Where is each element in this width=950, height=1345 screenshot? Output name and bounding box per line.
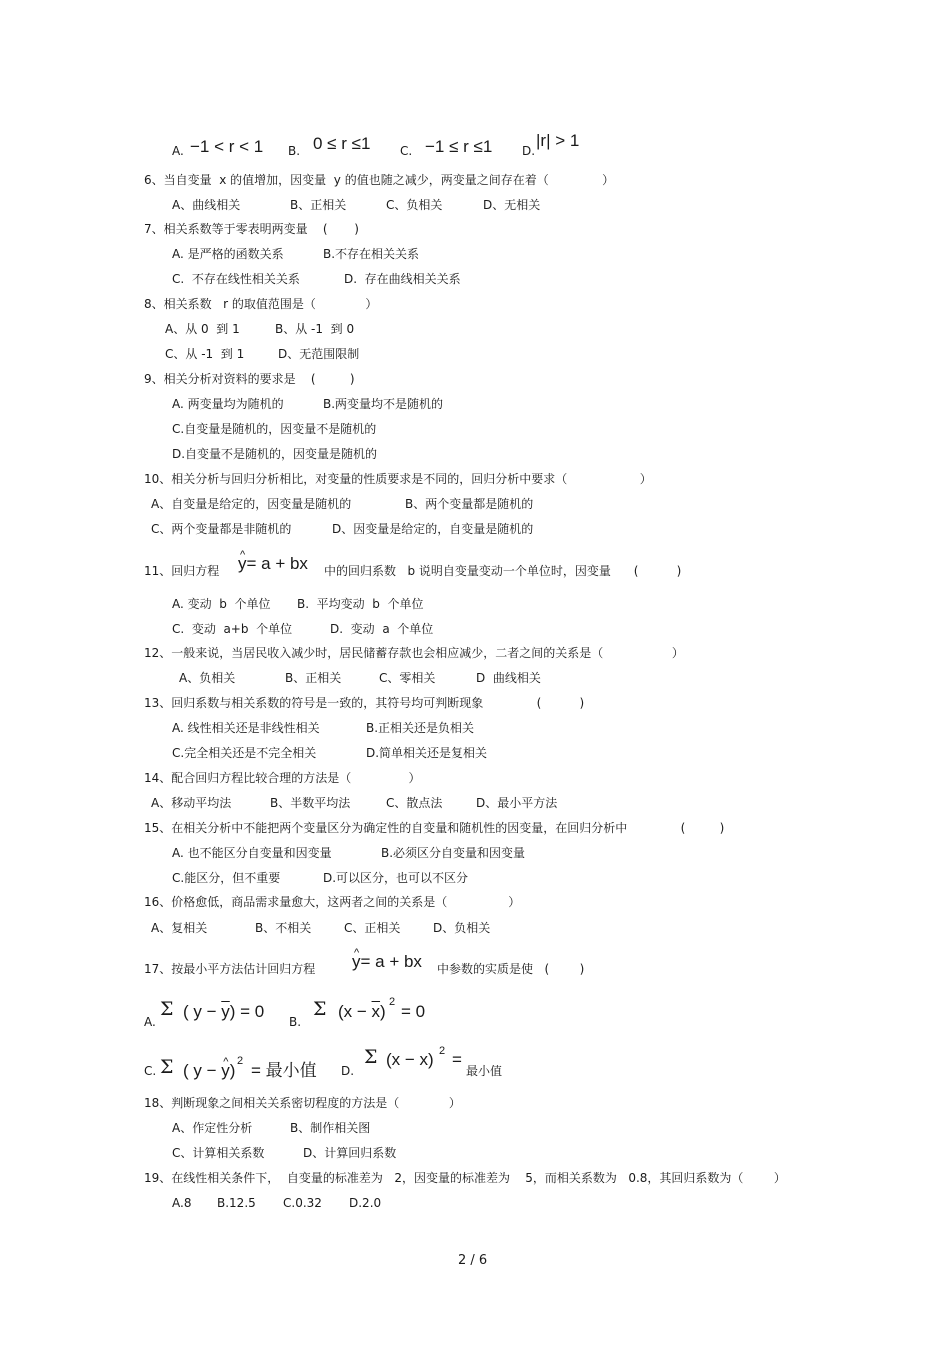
q16-option-b: B、不相关 bbox=[255, 921, 312, 935]
q15-option-b: B.必须区分自变量和因变量 bbox=[381, 846, 526, 860]
q12-stem: 12、一般来说，当居民收入减少时，居民储蓄存款也会相应减少，二者之间的关系是（ ） bbox=[144, 646, 684, 660]
q17-option-d-formula: (x − x) bbox=[386, 1050, 434, 1069]
q17-option-b-square: 2 bbox=[389, 996, 396, 1008]
q11-regression-equation bbox=[238, 554, 308, 574]
q9-option-b: B.两变量均不是随机的 bbox=[323, 397, 444, 411]
q17-option-b-result: = 0 bbox=[401, 1002, 426, 1021]
q7-option-b: B.不存在相关关系 bbox=[323, 247, 420, 261]
q7-option-c: C. 不存在线性相关关系 bbox=[172, 272, 300, 286]
page-number: 2 / 6 bbox=[458, 1253, 488, 1268]
q10-option-c: C、两个变量都是非随机的 bbox=[151, 522, 292, 536]
q11-option-d: D. 变动 a 个单位 bbox=[330, 622, 434, 636]
q11-equation-rhs: = a + bx bbox=[246, 554, 308, 573]
q12-option-a: A、负相关 bbox=[179, 671, 236, 685]
q17-option-c-sigma: Σ bbox=[160, 1056, 174, 1078]
q18-option-c: C、计算相关系数 bbox=[172, 1146, 265, 1160]
q6-option-c: C、负相关 bbox=[386, 198, 443, 212]
q15-option-d: D.可以区分，也可以不区分 bbox=[323, 871, 469, 885]
q17-equation-rhs: = a + bx bbox=[360, 952, 422, 971]
q9-stem: 9、相关分析对资料的要求是 ( ) bbox=[144, 372, 355, 386]
q14-option-d: D、最小平方法 bbox=[476, 796, 558, 810]
q8-option-d: D、无范围限制 bbox=[278, 347, 360, 361]
q17-stem-start: 17、按最小平方法估计回归方程 bbox=[144, 962, 316, 976]
q10-stem: 10、相关分析与回归分析相比，对变量的性质要求是不同的，回归分析中要求（ ） bbox=[144, 472, 652, 486]
q19-option-d: D.2.0 bbox=[349, 1196, 382, 1210]
q17-option-d-square: 2 bbox=[439, 1045, 446, 1057]
q17-option-c-result: = 最小值 bbox=[251, 1061, 317, 1080]
q6-option-d: D、无相关 bbox=[483, 198, 541, 212]
q11-option-a: A. 变动 b 个单位 bbox=[172, 597, 271, 611]
q13-option-a: A. 线性相关还是非线性相关 bbox=[172, 721, 320, 735]
q15-stem: 15、在相关分析中不能把两个变量区分为确定性的自变量和随机性的因变量，在回归分析中 ( ) bbox=[144, 821, 725, 835]
q7-option-d: D. 存在曲线相关关系 bbox=[344, 272, 461, 286]
q16-option-d: D、负相关 bbox=[433, 921, 491, 935]
q9-option-c: C.自变量是随机的，因变量不是随机的 bbox=[172, 422, 377, 436]
q11-option-b: B. 平均变动 b 个单位 bbox=[297, 597, 424, 611]
q13-option-b: B.正相关还是负相关 bbox=[366, 721, 475, 735]
q14-option-a: A、移动平均法 bbox=[151, 796, 232, 810]
q17-option-b-formula: $(x - \overline{x})$ bbox=[338, 1002, 386, 1021]
q14-option-b: B、半数平均法 bbox=[270, 796, 351, 810]
q13-option-d: D.简单相关还是复相关 bbox=[366, 746, 488, 760]
q18-option-d: D、计算回归系数 bbox=[303, 1146, 397, 1160]
q12-option-c: C、零相关 bbox=[379, 671, 436, 685]
q19-option-a: A.8 bbox=[172, 1196, 192, 1210]
q14-stem: 14、配合回归方程比较合理的方法是（ ） bbox=[144, 771, 421, 785]
q17-option-d-result: 最小值 bbox=[466, 1064, 503, 1078]
q16-option-a: A、复相关 bbox=[151, 921, 208, 935]
q17-option-d-label: D. bbox=[341, 1064, 355, 1078]
q17-option-c-label: C. bbox=[144, 1064, 157, 1078]
q7-stem: 7、相关系数等于零表明两变量 ( ) bbox=[144, 222, 359, 236]
q6-option-a: A、曲线相关 bbox=[172, 198, 241, 212]
q9-option-a: A. 两变量均为随机的 bbox=[172, 397, 284, 411]
q17-option-a-formula: ( $y - \overline{y}) = 0$ bbox=[183, 1002, 265, 1021]
q16-stem: 16、价格愈低，商品需求量愈大，这两者之间的关系是（ ） bbox=[144, 895, 521, 909]
q11-stem-start: 11、回归方程 bbox=[144, 564, 220, 578]
q11-option-c: C. 变动 a+b 个单位 bbox=[172, 622, 293, 636]
q10-option-d: D、因变量是给定的，自变量是随机的 bbox=[332, 522, 534, 536]
q16-option-c: C、正相关 bbox=[344, 921, 401, 935]
q19-option-c: C.0.32 bbox=[283, 1196, 322, 1210]
q8-stem: 8、相关系数 r 的取值范围是（ ） bbox=[144, 297, 378, 311]
q5-option-a-label: A. bbox=[172, 144, 184, 158]
q15-option-c: C.能区分，但不重要 bbox=[172, 871, 281, 885]
q5-option-c-formula: −1 ≤ r ≤1 bbox=[425, 137, 493, 156]
q12-option-b: B、正相关 bbox=[285, 671, 342, 685]
q13-option-c: C.完全相关还是不完全相关 bbox=[172, 746, 317, 760]
q10-option-b: B、两个变量都是随机的 bbox=[405, 497, 534, 511]
q6-stem: 6、当自变量 x 的值增加，因变量 y 的值也随之减少，两变量之间存在着（ ） bbox=[144, 173, 615, 187]
q17-option-b-sigma: Σ bbox=[313, 998, 327, 1020]
q17-option-d-equals: = bbox=[452, 1050, 462, 1069]
q17-y-hat: ^ y bbox=[352, 952, 361, 971]
q17-option-c-formula: ( y − ^ y) bbox=[183, 1061, 235, 1081]
q18-option-a: A、作定性分析 bbox=[172, 1121, 253, 1135]
q5-option-a-formula: −1 < r < 1 bbox=[190, 137, 264, 156]
q11-y-hat: ^ y bbox=[238, 554, 247, 573]
q9-option-d: D.自变量不是随机的，因变量是随机的 bbox=[172, 447, 378, 461]
q17-option-a-label: A. bbox=[144, 1015, 156, 1029]
q19-option-b: B.12.5 bbox=[217, 1196, 256, 1210]
q11-stem-end: 中的回归系数 b 说明自变量变动一个单位时，因变量 ( ) bbox=[324, 564, 682, 578]
q8-option-a: A、从 0 到 1 bbox=[165, 322, 240, 336]
q17-option-b-label: B. bbox=[289, 1015, 302, 1029]
q5-option-d-label: D. bbox=[522, 144, 536, 158]
q8-option-b: B、从 -1 到 0 bbox=[275, 322, 355, 336]
q5-option-b-formula: 0 ≤ r ≤1 bbox=[313, 134, 371, 153]
q15-option-a: A. 也不能区分自变量和因变量 bbox=[172, 846, 332, 860]
q17-option-c-square: 2 bbox=[237, 1055, 244, 1067]
q8-option-c: C、从 -1 到 1 bbox=[165, 347, 245, 361]
q5-option-c-label: C. bbox=[400, 144, 413, 158]
q10-option-a: A、自变量是给定的，因变量是随机的 bbox=[151, 497, 352, 511]
q6-option-b: B、正相关 bbox=[290, 198, 347, 212]
q17-option-a-sigma: Σ bbox=[160, 998, 174, 1020]
q12-option-d: D 曲线相关 bbox=[476, 671, 541, 685]
q5-option-b-label: B. bbox=[288, 144, 301, 158]
q18-stem: 18、判断现象之间相关关系密切程度的方法是（ ） bbox=[144, 1096, 461, 1110]
q19-stem: 19、在线性相关条件下， 自变量的标准差为 2，因变量的标准差为 5，而相关系数为 0.8，其回归系数为（ ） bbox=[144, 1171, 786, 1185]
q17-option-d-sigma: Σ bbox=[364, 1046, 378, 1068]
q17-regression-equation bbox=[352, 952, 422, 972]
q17-stem-end: 中参数的实质是使 ( ) bbox=[437, 962, 585, 976]
q18-option-b: B、制作相关图 bbox=[290, 1121, 371, 1135]
q13-stem: 13、回归系数与相关系数的符号是一致的，其符号均可判断现象 ( ) bbox=[144, 696, 585, 710]
q7-option-a: A. 是严格的函数关系 bbox=[172, 247, 284, 261]
q5-option-d-formula: |r| > 1 bbox=[536, 131, 580, 150]
q14-option-c: C、散点法 bbox=[386, 796, 443, 810]
